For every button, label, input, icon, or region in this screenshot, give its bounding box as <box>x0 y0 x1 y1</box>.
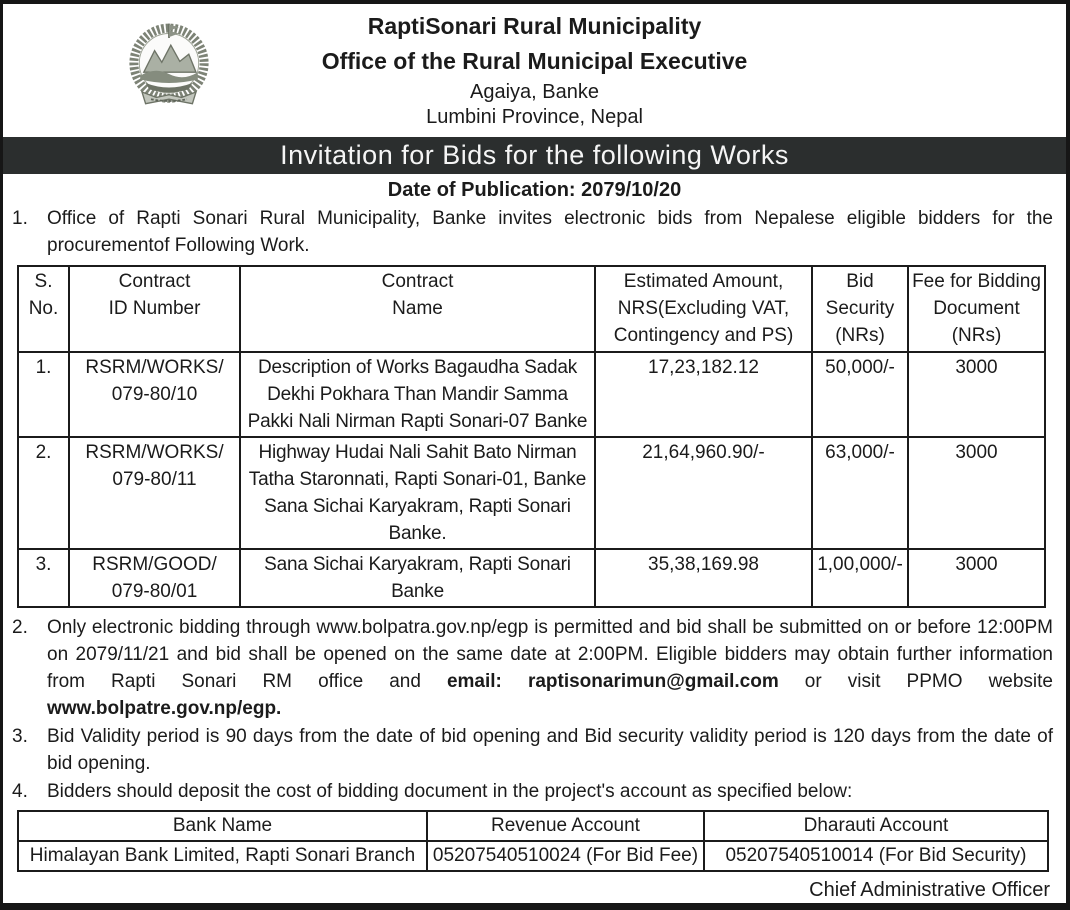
cell-estimated-amount: 35,38,169.98 <box>595 549 812 607</box>
cell-sn: 3. <box>18 549 69 607</box>
table-row <box>18 437 1045 549</box>
works-table-header <box>18 266 1045 352</box>
list-item-2 <box>12 614 1053 722</box>
cell-dharauti-account: 05207540510014 (For Bid Security) <box>704 841 1048 871</box>
cell-sn: 1. <box>18 352 69 437</box>
col-header-sn: S. No. <box>18 266 69 352</box>
list-item-3 <box>12 723 1053 777</box>
text-segment: Only electronic bidding through www.bolpatra.gov.np/egp is permitted and bid shall be submitted on or before 12:00PM on 2079/11/21 and bid shall be opened on the same date at 2:00PM. Eligible bidders may obtain further information from Rapti Sonari RM office and <box>47 616 1053 692</box>
cell-contract-id: RSRM/GOOD/ 079-80/01 <box>69 549 240 607</box>
text-segment: Bidders should deposit the cost of bidding document in the project's account as specified below: <box>47 780 853 802</box>
address-line-2: Lumbini Province, Nepal <box>426 105 643 128</box>
document-header <box>3 4 1066 129</box>
col-header-estimated-amount: Estimated Amount, NRS(Excluding VAT, Contingency and PS) <box>595 266 812 352</box>
list-item-1 <box>12 205 1053 259</box>
table-row <box>18 549 1045 607</box>
cell-revenue-account: 05207540510024 (For Bid Fee) <box>427 841 704 871</box>
col-header-revenue-account: Revenue Account <box>427 811 704 841</box>
cell-bidding-fee: 3000 <box>908 437 1045 549</box>
item-number: 4. <box>12 780 28 802</box>
invitation-banner: Invitation for Bids for the following Works <box>3 137 1066 174</box>
text-segment: Office of Rapti Sonari Rural Municipality, Banke invites electronic bids from Nepalese eligible bidders for the procurementof Following Work. <box>47 207 1053 256</box>
text-segment: Bid Validity period is 90 days from the date of bid opening and Bid security validity period is 120 days from the date of bid opening. <box>47 725 1053 774</box>
cell-bidding-fee: 3000 <box>908 352 1045 437</box>
table-row <box>18 841 1048 871</box>
cell-contract-name: Description of Works Bagaudha Sadak Dekhi Pokhara Than Mandir Samma Pakki Nali Nirman Rapti Sonari-07 Banke <box>240 352 595 437</box>
cell-sn: 2. <box>18 437 69 549</box>
list-item-4 <box>12 778 1053 805</box>
cell-estimated-amount: 17,23,182.12 <box>595 352 812 437</box>
text-segment: or visit PPMO website <box>778 670 1053 692</box>
cell-bank-name: Himalayan Bank Limited, Rapti Sonari Branch <box>18 841 427 871</box>
item-number: 1. <box>12 207 28 229</box>
publication-date: Date of Publication: 2079/10/20 <box>387 178 682 201</box>
municipality-name: RaptiSonari Rural Municipality <box>367 13 702 39</box>
bank-account-table <box>17 810 1049 872</box>
item-number: 2. <box>12 616 28 638</box>
cell-contract-name: Highway Hudai Nali Sahit Bato Nirman Tatha Staronnati, Rapti Sonari-01, Banke Sana Sichai Karyakram, Rapti Sonari Banke. <box>240 437 595 549</box>
item-text <box>47 723 1053 777</box>
item-text <box>47 778 1053 805</box>
cell-bid-security: 63,000/- <box>812 437 908 549</box>
item-text <box>47 205 1053 259</box>
cell-bid-security: 1,00,000/- <box>812 549 908 607</box>
col-header-dharauti-account: Dharauti Account <box>704 811 1048 841</box>
bank-table-header <box>18 811 1048 841</box>
office-name: Office of the Rural Municipal Executive <box>321 47 748 74</box>
cell-contract-name: Sana Sichai Karyakram, Rapti Sonari Banke <box>240 549 595 607</box>
address-line-1: Agaiya, Banke <box>470 80 599 103</box>
works-table <box>17 265 1046 608</box>
cell-contract-id: RSRM/WORKS/ 079-80/11 <box>69 437 240 549</box>
cell-bid-security: 50,000/- <box>812 352 908 437</box>
col-header-bank-name: Bank Name <box>18 811 427 841</box>
col-header-contract-name: Contract Name <box>240 266 595 352</box>
email-text: email: raptisonarimun@gmail.com <box>446 670 779 692</box>
signatory-title: Chief Administrative Officer <box>809 878 1050 901</box>
col-header-bidding-fee: Fee for Bidding Document (NRs) <box>908 266 1045 352</box>
table-row <box>18 352 1045 437</box>
item-text <box>47 614 1053 722</box>
item-number: 3. <box>12 725 28 747</box>
cell-bidding-fee: 3000 <box>908 549 1045 607</box>
cell-contract-id: RSRM/WORKS/ 079-80/10 <box>69 352 240 437</box>
cell-estimated-amount: 21,64,960.90/- <box>595 437 812 549</box>
nepal-coat-of-arms-logo <box>124 20 214 110</box>
website-text: www.bolpatre.gov.np/egp. <box>47 697 282 719</box>
document-body <box>3 205 1066 902</box>
col-header-bid-security: Bid Security (NRs) <box>812 266 908 352</box>
col-header-contract-id: Contract ID Number <box>69 266 240 352</box>
